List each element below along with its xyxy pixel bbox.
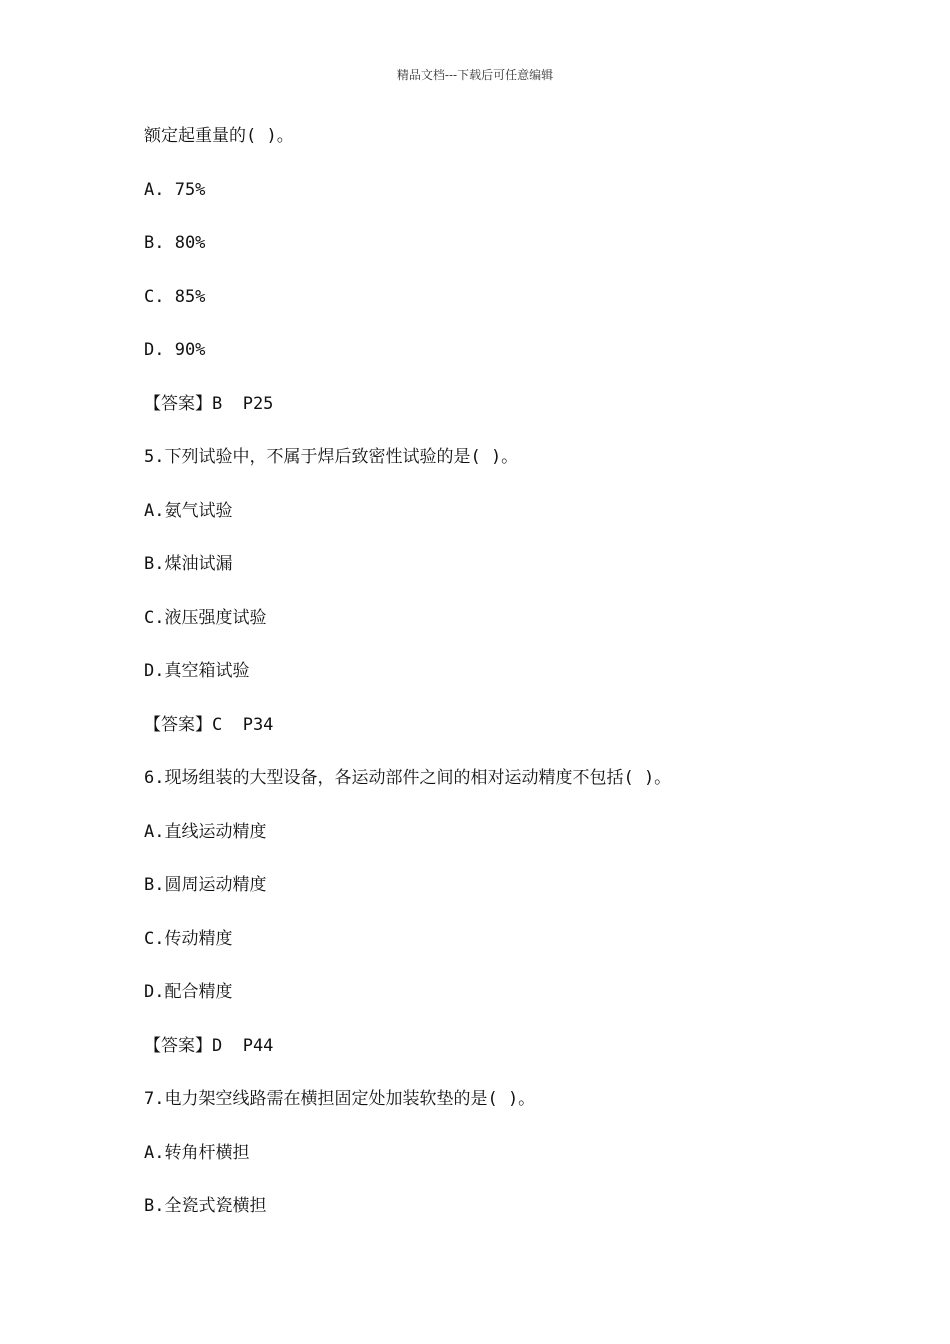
question-5-option-b: B.煤油试漏 bbox=[144, 554, 233, 574]
question-5-stem: 5.下列试验中，不属于焊后致密性试验的是( )。 bbox=[144, 447, 519, 467]
question-6-option-d: D.配合精度 bbox=[144, 982, 233, 1002]
question-6-option-b: B.圆周运动精度 bbox=[144, 875, 267, 895]
question-6-option-c: C.传动精度 bbox=[144, 928, 233, 949]
question-6-option-a: A.直线运动精度 bbox=[144, 821, 267, 842]
question-7-option-b: B.全瓷式瓷横担 bbox=[144, 1196, 267, 1216]
question-4-answer: 【答案】B P25 bbox=[144, 393, 274, 414]
question-5-option-c: C.液压强度试验 bbox=[144, 607, 267, 628]
page-header: 精品文档---下载后可任意编辑 bbox=[396, 68, 554, 82]
question-6-stem: 6.现场组装的大型设备，各运动部件之间的相对运动精度不包括( )。 bbox=[144, 768, 672, 788]
question-4-option-b: B. 80% bbox=[144, 233, 206, 253]
question-4-option-d: D. 90% bbox=[144, 340, 206, 360]
question-5-answer: 【答案】C P34 bbox=[144, 714, 274, 735]
question-4-option-c: C. 85% bbox=[144, 286, 206, 307]
question-6-answer: 【答案】D P44 bbox=[144, 1035, 274, 1056]
question-4-option-a: A. 75% bbox=[144, 179, 206, 200]
question-7-option-a: A.转角杆横担 bbox=[144, 1142, 250, 1163]
question-4-stem-continued: 额定起重量的( )。 bbox=[144, 126, 294, 146]
question-5-option-a: A.氨气试验 bbox=[144, 500, 233, 521]
document-body bbox=[144, 123, 904, 1247]
question-7-stem: 7.电力架空线路需在横担固定处加装软垫的是( )。 bbox=[144, 1089, 536, 1109]
question-5-option-d: D.真空箱试验 bbox=[144, 661, 250, 681]
